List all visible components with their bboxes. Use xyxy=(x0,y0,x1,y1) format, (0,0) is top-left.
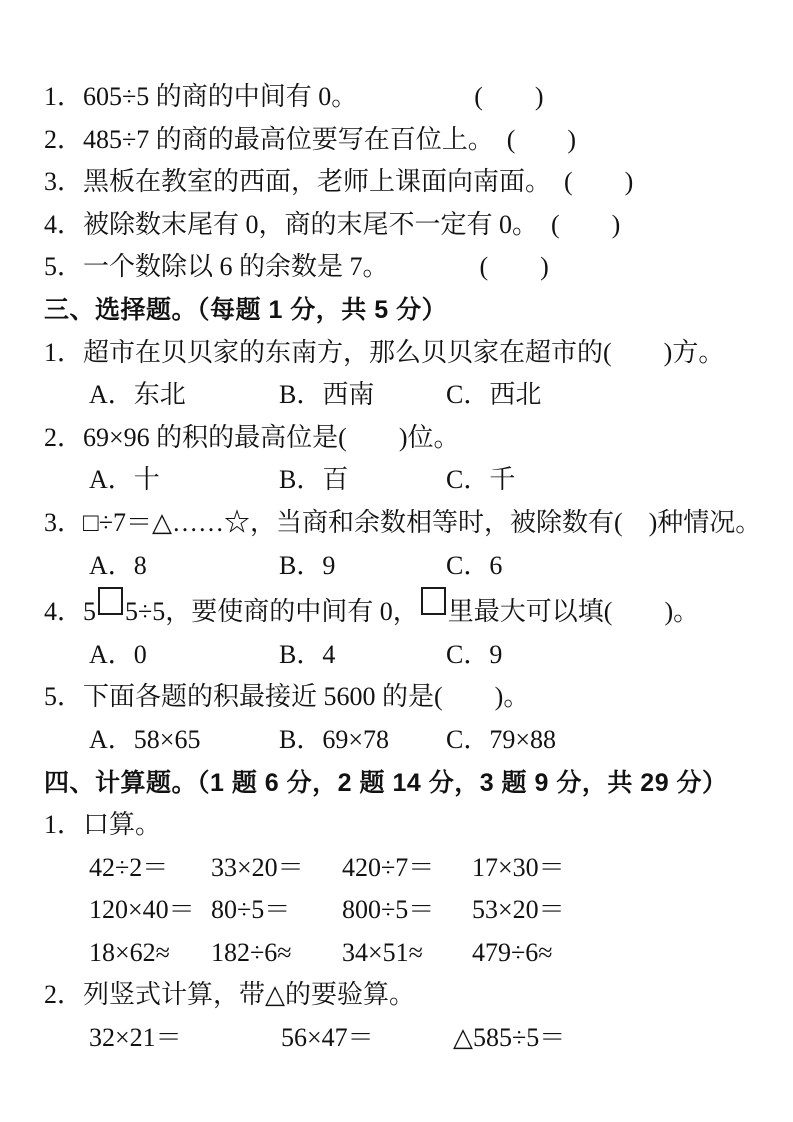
section-heading-calculation: 四、计算题。（1 题 6 分，2 题 14 分，3 题 9 分，共 29 分） xyxy=(44,768,728,797)
option-b: B．69×78 xyxy=(279,724,390,754)
oral-expression: 34×51≈ xyxy=(342,937,423,967)
blank-box xyxy=(421,587,446,615)
choice-question-5-stem: 5．下面各题的积最接近 5600 的是( )。 xyxy=(44,682,530,712)
vertical-expression: 56×47＝ xyxy=(281,1023,374,1053)
choice-question-1-stem: 1．超市在贝贝家的东南方，那么贝贝家在超市的( )方。 xyxy=(44,337,725,367)
judgement-item-1: 1．605÷5 的商的中间有 0。 ( ) xyxy=(44,82,544,111)
option-b: B．西南 xyxy=(279,380,375,410)
choice-question-4-stem: 4．5 5÷5，要使商的中间有 0， 里最大可以填( )。 xyxy=(44,587,779,634)
choice-question-2-stem: 2．69×96 的积的最高位是( )位。 xyxy=(44,422,460,452)
option-c: C．千 xyxy=(446,465,516,495)
judgement-item-3: 3．黑板在教室的西面，老师上课面向南面。 ( ) xyxy=(44,167,634,197)
vertical-expression: 32×21＝ xyxy=(89,1023,182,1053)
option-a: A．58×65 xyxy=(89,724,201,754)
oral-expression: 18×62≈ xyxy=(89,937,170,967)
option-a: A．0 xyxy=(89,639,147,669)
oral-calculation-label: 1．口算。 xyxy=(44,810,162,840)
oral-expression: 800÷5＝ xyxy=(342,895,435,925)
judgement-item-5: 5．一个数除以 6 的余数是 7。 ( ) xyxy=(44,252,549,282)
blank-box xyxy=(98,587,123,615)
choice-question-3-options xyxy=(44,545,779,588)
oral-calculation-row-2 xyxy=(44,889,779,932)
option-c: C．9 xyxy=(446,639,503,669)
option-b: B．9 xyxy=(279,550,336,580)
vertical-calculation-row xyxy=(44,1017,779,1060)
oral-expression: 479÷6≈ xyxy=(472,937,553,967)
option-a: A．东北 xyxy=(89,380,186,410)
choice-question-4-options xyxy=(44,634,779,677)
option-a: A．十 xyxy=(89,465,160,495)
judgement-item-2: 2．485÷7 的商的最高位要写在百位上。 ( ) xyxy=(44,124,577,154)
judgement-item-4: 4．被除数末尾有 0，商的末尾不一定有 0。 ( ) xyxy=(44,209,621,239)
oral-expression: 42÷2＝ xyxy=(89,852,169,882)
option-c: C．79×88 xyxy=(446,724,557,754)
vertical-calculation-label: 2．列竖式计算，带△的要验算。 xyxy=(44,980,415,1010)
section-heading-choice: 三、选择题。（每题 1 分，共 5 分） xyxy=(44,295,448,324)
choice-question-3-stem: 3．□÷7＝△……☆，当商和余数相等时，被除数有( )种情况。 xyxy=(44,507,762,537)
oral-calculation-row-3 xyxy=(44,932,779,975)
oral-expression: 17×30＝ xyxy=(472,852,565,882)
oral-expression: 33×20＝ xyxy=(211,852,304,882)
oral-calculation-row-1 xyxy=(44,847,779,890)
option-a: A．8 xyxy=(89,550,147,580)
choice-question-2-options xyxy=(44,459,779,502)
vertical-expression: △585÷5＝ xyxy=(453,1023,566,1053)
option-b: B．4 xyxy=(279,639,336,669)
option-c: C．西北 xyxy=(446,380,542,410)
option-c: C．6 xyxy=(446,550,503,580)
oral-expression: 182÷6≈ xyxy=(211,937,292,967)
option-b: B．百 xyxy=(279,465,349,495)
choice-question-5-options xyxy=(44,719,779,762)
oral-expression: 120×40＝ xyxy=(89,895,195,925)
oral-expression: 53×20＝ xyxy=(472,895,565,925)
choice-question-1-options xyxy=(44,374,779,417)
oral-expression: 80÷5＝ xyxy=(211,895,291,925)
oral-expression: 420÷7＝ xyxy=(342,852,435,882)
